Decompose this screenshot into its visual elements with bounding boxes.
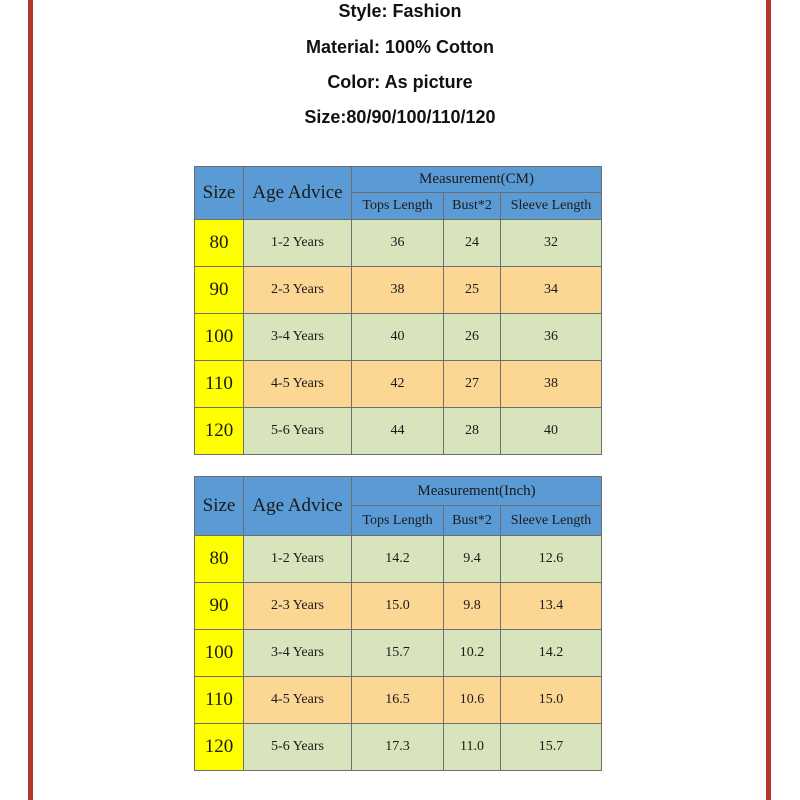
age-cell: 2-3 Years — [244, 267, 352, 314]
measurement-header: Measurement(CM) — [352, 167, 602, 193]
measurement-header: Measurement(Inch) — [352, 477, 602, 506]
table-row — [195, 583, 602, 630]
tops-length-cell: 15.0 — [352, 583, 444, 630]
bust-cell: 27 — [444, 361, 501, 408]
table-row — [195, 677, 602, 724]
size-chart-cm — [194, 166, 602, 455]
size-cell: 120 — [195, 408, 244, 455]
tops-length-cell: 14.2 — [352, 536, 444, 583]
size-cell: 120 — [195, 724, 244, 771]
table-row — [195, 724, 602, 771]
tops-length-cell: 36 — [352, 220, 444, 267]
tops-length-cell: 38 — [352, 267, 444, 314]
size-cell: 90 — [195, 583, 244, 630]
bust-cell: 28 — [444, 408, 501, 455]
size-cell: 100 — [195, 314, 244, 361]
bust-cell: 24 — [444, 220, 501, 267]
tops-length-cell: 17.3 — [352, 724, 444, 771]
table-row — [195, 408, 602, 455]
tops-length-header: Tops Length — [352, 506, 444, 536]
sleeve-length-cell: 12.6 — [501, 536, 602, 583]
table-row — [195, 267, 602, 314]
age-cell: 1-2 Years — [244, 536, 352, 583]
bust-header: Bust*2 — [444, 193, 501, 220]
age-cell: 5-6 Years — [244, 724, 352, 771]
bust-cell: 26 — [444, 314, 501, 361]
sleeve-length-cell: 32 — [501, 220, 602, 267]
size-chart-inch — [194, 476, 602, 771]
age-cell: 3-4 Years — [244, 630, 352, 677]
age-cell: 5-6 Years — [244, 408, 352, 455]
bust-cell: 9.4 — [444, 536, 501, 583]
tops-length-cell: 42 — [352, 361, 444, 408]
bust-cell: 11.0 — [444, 724, 501, 771]
sleeve-length-cell: 14.2 — [501, 630, 602, 677]
table-row — [195, 361, 602, 408]
table-row — [195, 630, 602, 677]
size-cell: 110 — [195, 361, 244, 408]
tops-length-cell: 40 — [352, 314, 444, 361]
sleeve-length-cell: 13.4 — [501, 583, 602, 630]
sleeve-length-cell: 38 — [501, 361, 602, 408]
color-info: Color: As picture — [327, 72, 473, 92]
sleeve-length-cell: 36 — [501, 314, 602, 361]
size-info: Size:80/90/100/110/120 — [304, 107, 496, 127]
sleeve-length-cell: 40 — [501, 408, 602, 455]
bust-cell: 10.2 — [444, 630, 501, 677]
tops-length-cell: 44 — [352, 408, 444, 455]
bust-cell: 25 — [444, 267, 501, 314]
age-cell: 3-4 Years — [244, 314, 352, 361]
sleeve-length-cell: 34 — [501, 267, 602, 314]
size-cell: 90 — [195, 267, 244, 314]
table-row — [195, 220, 602, 267]
table-row — [195, 536, 602, 583]
sleeve-length-header: Sleeve Length — [501, 506, 602, 536]
size-cell: 100 — [195, 630, 244, 677]
age-advice-header: Age Advice — [244, 167, 352, 220]
sleeve-length-cell: 15.0 — [501, 677, 602, 724]
material-info: Material: 100% Cotton — [305, 37, 495, 57]
bust-cell: 10.6 — [444, 677, 501, 724]
age-cell: 4-5 Years — [244, 677, 352, 724]
age-cell: 2-3 Years — [244, 583, 352, 630]
size-cell: 110 — [195, 677, 244, 724]
tops-length-cell: 15.7 — [352, 630, 444, 677]
size-header: Size — [195, 477, 244, 536]
sleeve-length-header: Sleeve Length — [501, 193, 602, 220]
style-info: Style: Fashion — [338, 1, 462, 21]
bust-header: Bust*2 — [444, 506, 501, 536]
size-cell: 80 — [195, 536, 244, 583]
age-cell: 4-5 Years — [244, 361, 352, 408]
age-cell: 1-2 Years — [244, 220, 352, 267]
size-header: Size — [195, 167, 244, 220]
tops-length-header: Tops Length — [352, 193, 444, 220]
sleeve-length-cell: 15.7 — [501, 724, 602, 771]
bust-cell: 9.8 — [444, 583, 501, 630]
tops-length-cell: 16.5 — [352, 677, 444, 724]
table-row — [195, 314, 602, 361]
size-cell: 80 — [195, 220, 244, 267]
age-advice-header: Age Advice — [244, 477, 352, 536]
